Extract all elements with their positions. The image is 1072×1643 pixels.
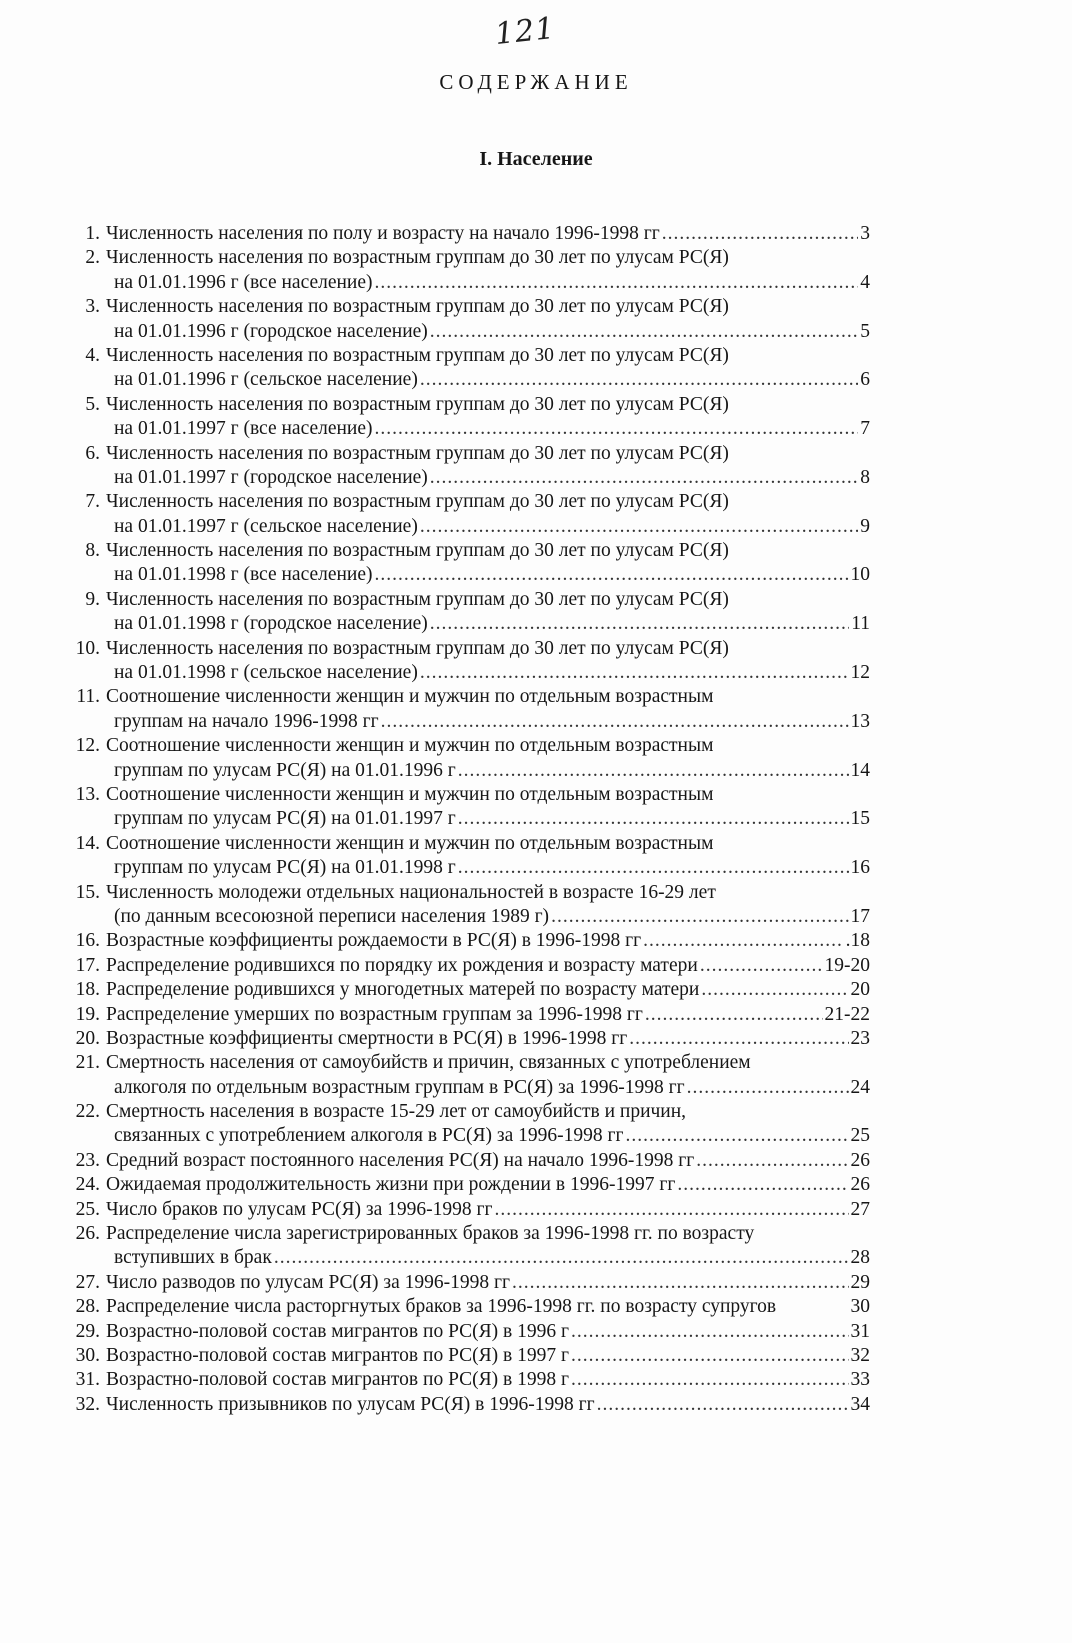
entry-number: 13. <box>75 783 100 805</box>
dot-leader <box>381 710 849 734</box>
toc-entry <box>55 588 870 637</box>
toc-entry-line <box>55 905 870 929</box>
page-number: 12 <box>850 662 870 684</box>
page-number: 28 <box>850 1247 870 1269</box>
entry-title: на 01.01.1998 г (сельское население) <box>114 662 418 684</box>
entry-number: 28. <box>75 1296 100 1318</box>
entry-number: 1. <box>85 223 100 244</box>
toc-entry-line <box>55 881 870 905</box>
dot-leader <box>645 1003 823 1027</box>
page-number: 27 <box>850 1198 870 1220</box>
toc-entry-line <box>55 759 870 783</box>
toc-entry-line <box>55 978 870 1002</box>
toc-entry-line <box>55 393 870 417</box>
toc-entry-line <box>55 295 870 319</box>
toc-entry-line <box>55 1344 870 1368</box>
page-number: 23 <box>850 1027 870 1049</box>
toc-entry <box>55 1051 870 1100</box>
toc-entry-line <box>55 515 870 539</box>
toc-entry <box>55 1271 870 1295</box>
page-number: 6 <box>860 369 870 391</box>
entry-number: 20. <box>75 1027 100 1049</box>
toc-entry <box>55 1100 870 1149</box>
toc-entry-line <box>55 1320 870 1344</box>
entry-title: Число браков по улусам РС(Я) за 1996-1998 гг <box>106 1198 493 1220</box>
entry-number: 14. <box>75 832 100 854</box>
dot-leader <box>551 905 848 929</box>
entry-number: 9. <box>85 588 100 610</box>
dot-leader <box>625 1124 848 1148</box>
dot-leader <box>571 1368 849 1392</box>
toc-entry-line <box>55 1027 870 1051</box>
toc-entry-line <box>55 222 870 246</box>
toc-entry <box>55 954 870 978</box>
toc-entry-line <box>55 637 870 661</box>
dot-leader <box>512 1271 849 1295</box>
entry-title: Численность населения по возрастным группам до 30 лет по улусам РС(Я) <box>106 247 729 269</box>
dot-leader <box>274 1246 849 1270</box>
page-number: 9 <box>860 515 870 537</box>
toc-entry-line <box>55 1100 870 1124</box>
page-number: 3 <box>860 223 870 244</box>
toc-entry <box>55 222 870 246</box>
entry-title: на 01.01.1997 г (все население) <box>114 418 373 440</box>
entry-title: на 01.01.1996 г (все население) <box>114 271 373 293</box>
dot-leader <box>677 1173 848 1197</box>
entry-title: Распределение числа расторгнутых браков за 1996-1998 гг. по возрасту супругов <box>106 1296 777 1318</box>
entry-number: 2. <box>85 247 100 269</box>
page-number: 30 <box>850 1296 870 1318</box>
entry-title: Численность населения по возрастным группам до 30 лет по улусам РС(Я) <box>106 393 729 415</box>
dot-leader <box>420 515 858 539</box>
toc-entry <box>55 1222 870 1271</box>
toc-entry-line <box>55 954 870 978</box>
toc-entry-line <box>55 271 870 295</box>
entry-title: Соотношение численности женщин и мужчин по отдельным возрастным <box>106 686 714 708</box>
dot-leader <box>629 1027 848 1051</box>
toc-entry-line <box>55 1124 870 1148</box>
toc-entry <box>55 295 870 344</box>
entry-title: Возрастно-половой состав мигрантов по РС(Я) в 1996 г <box>106 1320 569 1342</box>
entry-number: 26. <box>75 1223 100 1245</box>
toc-entry <box>55 442 870 491</box>
toc-entry <box>55 490 870 539</box>
entry-number: 11. <box>76 686 100 708</box>
entry-title: Численность населения по возрастным группам до 30 лет по улусам РС(Я) <box>106 296 729 318</box>
toc-entry <box>55 539 870 588</box>
toc-entry-line <box>55 856 870 880</box>
toc-entry-line <box>55 368 870 392</box>
entry-title: Распределение умерших по возрастным группам за 1996-1998 гг <box>106 1003 643 1025</box>
toc-entry-line <box>55 466 870 490</box>
page-number: 13 <box>850 710 870 732</box>
toc-entry <box>55 783 870 832</box>
entry-title: Соотношение численности женщин и мужчин по отдельным возрастным <box>106 783 714 805</box>
entry-title: Смертность населения в возрасте 15-29 лет от самоубийств и причин, <box>106 1101 687 1123</box>
entry-number: 10. <box>75 637 100 659</box>
page-number: 20 <box>850 979 870 1001</box>
entry-number: 4. <box>85 344 100 366</box>
page-number: 17 <box>850 905 870 927</box>
page-number: .18 <box>845 930 870 952</box>
dot-leader <box>458 856 849 880</box>
dot-leader <box>458 807 849 831</box>
entry-title: на 01.01.1996 г (сельское население) <box>114 369 418 391</box>
entry-title: Средний возраст постоянного населения РС(Я) на начало 1996-1998 гг <box>106 1149 695 1171</box>
dot-leader <box>696 1149 848 1173</box>
toc-entry-line <box>55 563 870 587</box>
toc-entry-line <box>55 246 870 270</box>
toc-entry <box>55 1368 870 1392</box>
page-number: 10 <box>850 564 870 586</box>
entry-number: 18. <box>75 979 100 1001</box>
dot-leader <box>420 661 849 685</box>
dot-leader <box>662 222 859 246</box>
entry-number: 19. <box>75 1003 100 1025</box>
entry-title: группам по улусам РС(Я) на 01.01.1996 г <box>114 759 456 781</box>
entry-title: Соотношение численности женщин и мужчин по отдельным возрастным <box>106 832 714 854</box>
toc-entry-line <box>55 344 870 368</box>
entry-number: 23. <box>75 1149 100 1171</box>
toc-entry <box>55 637 870 686</box>
page-number: 19-20 <box>824 954 870 976</box>
toc-entry <box>55 1173 870 1197</box>
toc-entry-line <box>55 661 870 685</box>
entry-number: 15. <box>75 881 100 903</box>
toc-entry-line <box>55 1173 870 1197</box>
toc-entry-line <box>55 807 870 831</box>
toc-entry-line <box>55 1051 870 1075</box>
toc-entry <box>55 832 870 881</box>
toc-entry <box>55 978 870 1002</box>
entry-number: 7. <box>85 491 100 513</box>
page-number: 26 <box>850 1174 870 1196</box>
entry-number: 16. <box>75 930 100 952</box>
dot-leader <box>458 759 849 783</box>
toc-entry-line <box>55 1149 870 1173</box>
dot-leader <box>700 954 823 978</box>
entry-title: на 01.01.1998 г (городское население) <box>114 613 428 635</box>
toc-entry-line <box>55 710 870 734</box>
toc-entry-line <box>55 442 870 466</box>
dot-leader <box>571 1320 849 1344</box>
dot-leader <box>643 929 843 953</box>
dot-leader <box>375 417 859 441</box>
entry-title: (по данным всесоюзной переписи населения 1989 г) <box>114 905 550 927</box>
toc-entry-line <box>55 1003 870 1027</box>
toc-entry-line <box>55 320 870 344</box>
entry-title: Распределение числа зарегистрированных браков за 1996-1998 гг. по возрасту <box>106 1223 755 1245</box>
page-number: 25 <box>850 1125 870 1147</box>
page-number: 4 <box>860 271 870 293</box>
dot-leader <box>571 1344 849 1368</box>
toc-entry <box>55 393 870 442</box>
toc-entry-line <box>55 685 870 709</box>
entry-title: алкоголя по отдельным возрастным группам в РС(Я) за 1996-1998 гг <box>114 1076 685 1098</box>
page-number: 32 <box>850 1344 870 1366</box>
page-number: 24 <box>850 1076 870 1098</box>
entry-title: на 01.01.1996 г (городское население) <box>114 320 428 342</box>
page-number: 26 <box>850 1149 870 1171</box>
entry-number: 21. <box>75 1052 100 1074</box>
toc-entry <box>55 1344 870 1368</box>
page-number: 5 <box>860 320 870 342</box>
entry-title: Возрастно-половой состав мигрантов по РС(Я) в 1997 г <box>106 1344 569 1366</box>
entry-title: Число разводов по улусам РС(Я) за 1996-1998 гг <box>106 1271 510 1293</box>
toc-entry <box>55 929 870 953</box>
toc-entry-line <box>55 588 870 612</box>
entry-title: группам по улусам РС(Я) на 01.01.1998 г <box>114 857 456 879</box>
page-number: 8 <box>860 466 870 488</box>
page-number: 7 <box>860 418 870 440</box>
entry-number: 3. <box>85 296 100 318</box>
dot-leader <box>375 271 859 295</box>
toc-entry-line <box>55 1076 870 1100</box>
toc-entry-line <box>55 612 870 636</box>
page-number: 16 <box>850 857 870 879</box>
entry-title: группам по улусам РС(Я) на 01.01.1997 г <box>114 808 456 830</box>
page-number: 11 <box>851 613 870 635</box>
toc-entry <box>55 1295 870 1319</box>
toc-entry <box>55 1393 870 1417</box>
entry-title: Возрастные коэффициенты смертности в РС(Я) в 1996-1998 гг <box>106 1027 628 1049</box>
toc-entry-line <box>55 1271 870 1295</box>
entry-number: 31. <box>75 1369 100 1391</box>
entry-number: 8. <box>85 540 100 562</box>
toc-entry <box>55 734 870 783</box>
toc-entry <box>55 246 870 295</box>
entry-number: 5. <box>85 393 100 415</box>
dot-leader <box>430 466 858 490</box>
entry-title: Смертность населения от самоубийств и причин, связанных с употреблением <box>106 1052 751 1074</box>
toc-entry <box>55 685 870 734</box>
entry-number: 29. <box>75 1320 100 1342</box>
entry-title: Численность молодежи отдельных национальностей в возрасте 16-29 лет <box>106 881 716 903</box>
entry-number: 6. <box>85 442 100 464</box>
toc-entry-line <box>55 929 870 953</box>
entry-number: 32. <box>75 1393 100 1415</box>
entry-title: Численность призывников по улусам РС(Я) в 1996-1998 гг <box>106 1393 595 1415</box>
document-title: СОДЕРЖАНИЕ <box>439 70 633 94</box>
entry-title: на 01.01.1998 г (все население) <box>114 564 373 586</box>
toc-entry-line <box>55 1295 870 1319</box>
toc-entry-line <box>55 783 870 807</box>
page-number: 21-22 <box>824 1003 870 1025</box>
toc-entry <box>55 1003 870 1027</box>
dot-leader <box>701 978 848 1002</box>
page-number: 34 <box>850 1393 870 1415</box>
toc-entry <box>55 1027 870 1051</box>
entry-number: 12. <box>75 735 100 757</box>
entry-number: 22. <box>75 1101 100 1123</box>
entry-title: Численность населения по возрастным группам до 30 лет по улусам РС(Я) <box>106 442 729 464</box>
toc-entry-line <box>55 1246 870 1270</box>
dot-leader <box>495 1198 849 1222</box>
dot-leader <box>420 368 858 392</box>
entry-number: 17. <box>75 954 100 976</box>
toc-entry-line <box>55 539 870 563</box>
toc-entry <box>55 881 870 930</box>
toc-entry <box>55 1149 870 1173</box>
entry-title: группам на начало 1996-1998 гг <box>114 710 379 732</box>
page-number: 14 <box>850 759 870 781</box>
entry-title: Численность населения по возрастным группам до 30 лет по улусам РС(Я) <box>106 588 729 610</box>
entry-number: 27. <box>75 1271 100 1293</box>
page-number: 29 <box>850 1271 870 1293</box>
dot-leader <box>430 320 858 344</box>
entry-number: 25. <box>75 1198 100 1220</box>
page-number: 33 <box>850 1369 870 1391</box>
entry-title: Ожидаемая продолжительность жизни при рождении в 1996-1997 гг <box>106 1174 676 1196</box>
page-number: 31 <box>850 1320 870 1342</box>
entry-title: Возрастные коэффициенты рождаемости в РС(Я) в 1996-1998 гг <box>106 930 642 952</box>
dot-leader <box>597 1393 849 1417</box>
toc-entry-line <box>55 1368 870 1392</box>
entry-title: Соотношение численности женщин и мужчин по отдельным возрастным <box>106 735 714 757</box>
toc-entry-line <box>55 1198 870 1222</box>
dot-leader <box>430 612 849 636</box>
entry-title: Распределение родившихся у многодетных матерей по возрасту матери <box>106 979 700 1001</box>
toc-entry-line <box>55 734 870 758</box>
toc-entry-line <box>55 417 870 441</box>
entry-title: Численность населения по возрастным группам до 30 лет по улусам РС(Я) <box>106 491 729 513</box>
entry-title: на 01.01.1997 г (городское население) <box>114 466 428 488</box>
entry-title: Численность населения по возрастным группам до 30 лет по улусам РС(Я) <box>106 344 729 366</box>
dot-leader <box>687 1076 849 1100</box>
toc-entry-line <box>55 490 870 514</box>
entry-number: 30. <box>75 1344 100 1366</box>
toc-entry <box>55 344 870 393</box>
entry-title: на 01.01.1997 г (сельское население) <box>114 515 418 537</box>
toc-entry <box>55 1320 870 1344</box>
handwritten-page-number: 121 <box>493 10 557 53</box>
section-heading: I. Население <box>479 148 593 170</box>
toc-entry-line <box>55 832 870 856</box>
toc-entry-line <box>55 1222 870 1246</box>
entry-title: вступивших в брак <box>114 1247 272 1269</box>
entry-title: Численность населения по возрастным группам до 30 лет по улусам РС(Я) <box>106 540 729 562</box>
entry-number: 24. <box>75 1174 100 1196</box>
toc-entry-line <box>55 1393 870 1417</box>
table-of-contents <box>55 222 870 1417</box>
entry-title: связанных с употреблением алкоголя в РС(Я) за 1996-1998 гг <box>114 1125 624 1147</box>
entry-title: Распределение родившихся по порядку их рождения и возрасту матери <box>106 954 698 976</box>
dot-leader <box>375 563 849 587</box>
entry-title: Численность населения по полу и возрасту на начало 1996-1998 гг <box>106 223 660 244</box>
entry-title: Возрастно-половой состав мигрантов по РС(Я) в 1998 г <box>106 1369 569 1391</box>
entry-title: Численность населения по возрастным группам до 30 лет по улусам РС(Я) <box>106 637 729 659</box>
toc-entry <box>55 1198 870 1222</box>
page-number: 15 <box>850 808 870 830</box>
